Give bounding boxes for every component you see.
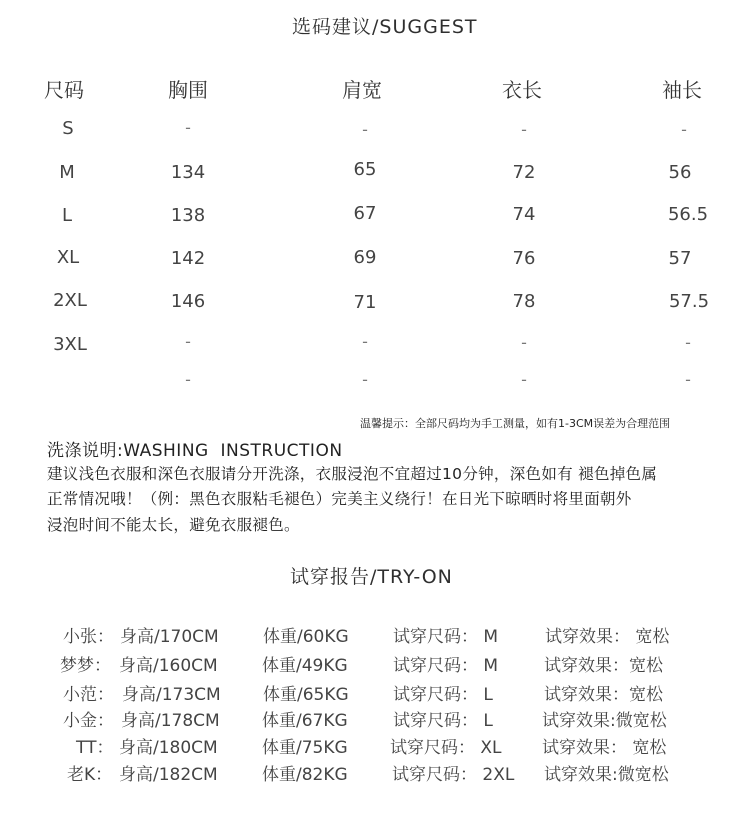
tester-height: 身高/182CM — [119, 765, 218, 785]
header-sleeve: 袖长 — [662, 78, 702, 102]
tester-size: 试穿尺码： L — [393, 711, 493, 731]
size-suggest-title: 选码建议/SUGGEST — [292, 16, 478, 38]
table-cell-shoulder: 67 — [353, 203, 377, 224]
table-cell-chest: 146 — [170, 291, 206, 312]
tester-name: 老K： — [67, 765, 113, 785]
table-cell-sleeve: 56 — [668, 162, 692, 183]
table-cell-sleeve: - — [681, 120, 687, 139]
tester-weight: 体重/49KG — [262, 656, 348, 676]
table-cell-size: 2XL — [53, 290, 87, 311]
tester-size: 试穿尺码： M — [393, 656, 499, 676]
table-cell-sleeve: 57 — [668, 248, 692, 269]
tester-size: 试穿尺码： XL — [390, 738, 502, 758]
table-cell-size: XL — [56, 247, 80, 268]
table-cell-length: 78 — [512, 291, 536, 312]
table-cell-sleeve: - — [685, 333, 691, 352]
tester-height: 身高/180CM — [119, 738, 218, 758]
table-cell-sleeve: 57.5 — [668, 291, 710, 312]
header-size: 尺码 — [44, 78, 84, 102]
table-cell-size: 3XL — [53, 334, 87, 355]
tester-weight: 体重/60KG — [263, 627, 349, 647]
tester-size: 试穿尺码： L — [393, 685, 493, 705]
table-cell-length: 76 — [512, 248, 536, 269]
tester-effect: 试穿效果：宽松 — [544, 685, 663, 705]
table-cell-size: L — [61, 205, 73, 226]
tester-height: 身高/178CM — [121, 711, 220, 731]
tester-height: 身高/160CM — [119, 656, 218, 676]
table-cell-shoulder: - — [362, 332, 368, 351]
table-cell-chest: - — [185, 118, 191, 137]
table-cell-chest: 138 — [170, 205, 206, 226]
table-cell-chest: - — [185, 332, 191, 351]
table-cell-shoulder: - — [362, 120, 368, 139]
tester-effect: 试穿效果： 宽松 — [542, 738, 667, 758]
tester-effect: 试穿效果：宽松 — [544, 656, 663, 676]
table-cell-shoulder: 69 — [353, 247, 377, 268]
tester-name: 小范： — [63, 685, 114, 705]
header-chest: 胸围 — [168, 78, 208, 102]
table-cell-shoulder: - — [362, 370, 368, 389]
table-cell-chest: 134 — [170, 162, 206, 183]
tester-weight: 体重/65KG — [263, 685, 349, 705]
table-cell-length: 72 — [512, 162, 536, 183]
table-cell-sleeve: 56.5 — [667, 204, 709, 225]
tester-size: 试穿尺码： 2XL — [392, 765, 515, 785]
washing-text-line-1: 建议浅色衣服和深色衣服请分开洗涤，衣服浸泡不宜超过10分钟，深色如有 褪色掉色属 — [47, 465, 658, 483]
tester-name: TT： — [76, 738, 114, 758]
tester-weight: 体重/75KG — [262, 738, 348, 758]
table-cell-length: - — [521, 370, 527, 389]
table-cell-length: 74 — [512, 204, 536, 225]
table-cell-size: S — [62, 118, 74, 139]
table-cell-chest: 142 — [170, 248, 206, 269]
tester-size: 试穿尺码： M — [393, 627, 499, 647]
tester-effect: 试穿效果:微宽松 — [542, 711, 667, 731]
washing-title: 洗涤说明:WASHING INSTRUCTION — [47, 441, 343, 461]
tester-effect: 试穿效果:微宽松 — [544, 765, 669, 785]
table-cell-size: M — [59, 162, 75, 183]
tryon-title: 试穿报告/TRY-ON — [290, 566, 453, 588]
tester-weight: 体重/82KG — [262, 765, 348, 785]
measurement-note: 温馨提示：全部尺码均为手工测量，如有1-3CM误差为合理范围 — [360, 417, 671, 430]
table-cell-sleeve: - — [685, 370, 691, 389]
table-cell-length: - — [521, 333, 527, 352]
tester-weight: 体重/67KG — [262, 711, 348, 731]
tester-height: 身高/173CM — [122, 685, 221, 705]
tester-name: 小张： — [63, 627, 114, 647]
header-length: 衣长 — [502, 78, 542, 102]
washing-text-line-3: 浸泡时间不能太长，避免衣服褪色。 — [47, 516, 300, 534]
table-cell-chest: - — [185, 370, 191, 389]
header-shoulder: 肩宽 — [342, 78, 382, 102]
table-cell-length: - — [521, 120, 527, 139]
tester-height: 身高/170CM — [120, 627, 219, 647]
tester-name: 小金： — [63, 711, 114, 731]
table-cell-shoulder: 71 — [353, 292, 377, 313]
washing-text-line-2: 正常情况哦！（例：黑色衣服粘毛褪色）完美主义绕行！在日光下晾晒时将里面朝外 — [47, 490, 632, 508]
tester-effect: 试穿效果： 宽松 — [545, 627, 670, 647]
table-cell-shoulder: 65 — [353, 159, 377, 180]
tester-name: 梦梦： — [60, 656, 111, 676]
